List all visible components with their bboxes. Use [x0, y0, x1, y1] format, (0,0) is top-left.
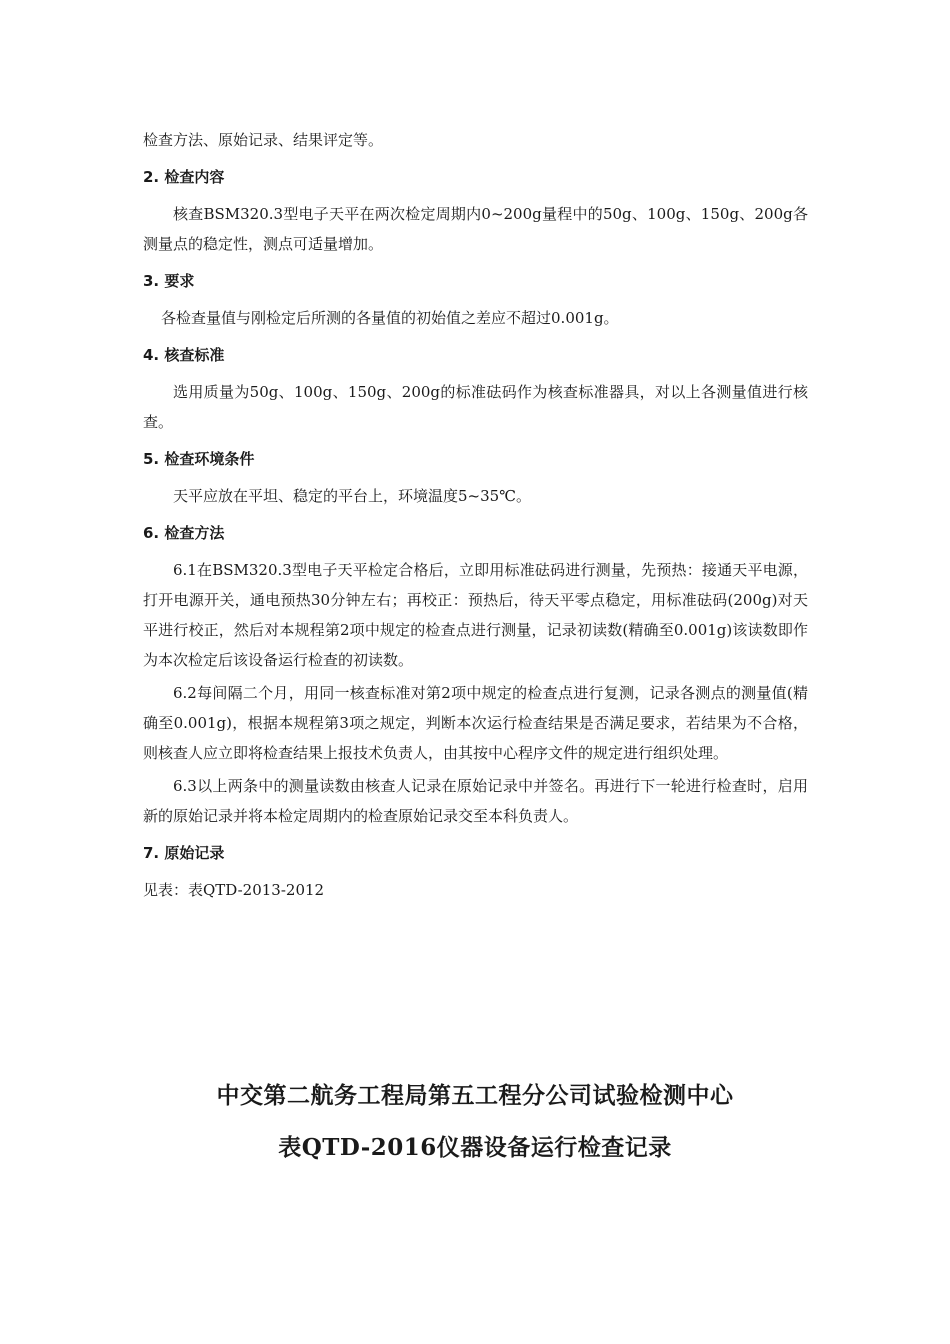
paragraph-requirement: 各检查量值与刚检定后所测的各量值的初始值之差应不超过0.001g。	[161, 309, 619, 327]
paragraph-records: 见表：表QTD-2013-2012	[143, 881, 325, 899]
paragraph-method-6-3: 6.3以上两条中的测量读数由核查人记录在原始记录中并签名。再进行下一轮进行检查时，启用新的原始记录并将本检定周期内的检查原始记录交至本科负责人。	[143, 777, 808, 825]
paragraph-environment: 天平应放在平坦、稳定的平台上，环境温度5~35℃。	[173, 487, 531, 505]
section-heading-method: 6. 检查方法	[143, 524, 225, 542]
organization-title: 中交第二航务工程局第五工程分公司试验检测中心	[216, 1082, 734, 1109]
paragraph-content: 核查BSM320.3型电子天平在两次检定周期内0~200g量程中的50g、100g、150g、200g各测量点的稳定性，测点可适量增加。	[143, 205, 808, 253]
section-heading-content: 2. 检查内容	[143, 168, 225, 186]
paragraph-method-6-2: 6.2每间隔二个月，用同一核查标准对第2项中规定的检查点进行复测，记录各测点的测量值(精确至0.001g)，根据本规程第3项之规定，判断本次运行检查结果是否满足要求，若结果为不合格，则核查人应立即将检查结果上报技术负责人，由其按中心程序文件的规定进行组织处理。	[143, 684, 808, 762]
paragraph-method-6-1: 6.1在BSM320.3型电子天平检定合格后，立即用标准砝码进行测量，先预热：接通天平电源，打开电源开关，通电预热30分钟左右；再校正：预热后，待天平零点稳定，用标准砝码(200g)对天平进行校正，然后对本规程第2项中规定的检查点进行测量，记录初读数(精确至0.001g)该读数即作为本次检定后该设备运行检查的初读数。	[143, 561, 808, 669]
intro-line: 检查方法、原始记录、结果评定等。	[143, 131, 384, 149]
document-body	[143, 125, 808, 908]
section-heading-environment: 5. 检查环境条件	[143, 450, 255, 468]
form-title-block	[0, 1072, 950, 1176]
section-heading-requirement: 3. 要求	[143, 272, 195, 290]
section-heading-standard: 4. 核查标准	[143, 346, 225, 364]
paragraph-standard: 选用质量为50g、100g、150g、200g的标准砝码作为核查标准器具，对以上各测量值进行核查。	[143, 383, 808, 431]
section-heading-records: 7. 原始记录	[143, 844, 225, 862]
form-title: 表QTD-2016仪器设备运行检查记录	[278, 1134, 672, 1161]
